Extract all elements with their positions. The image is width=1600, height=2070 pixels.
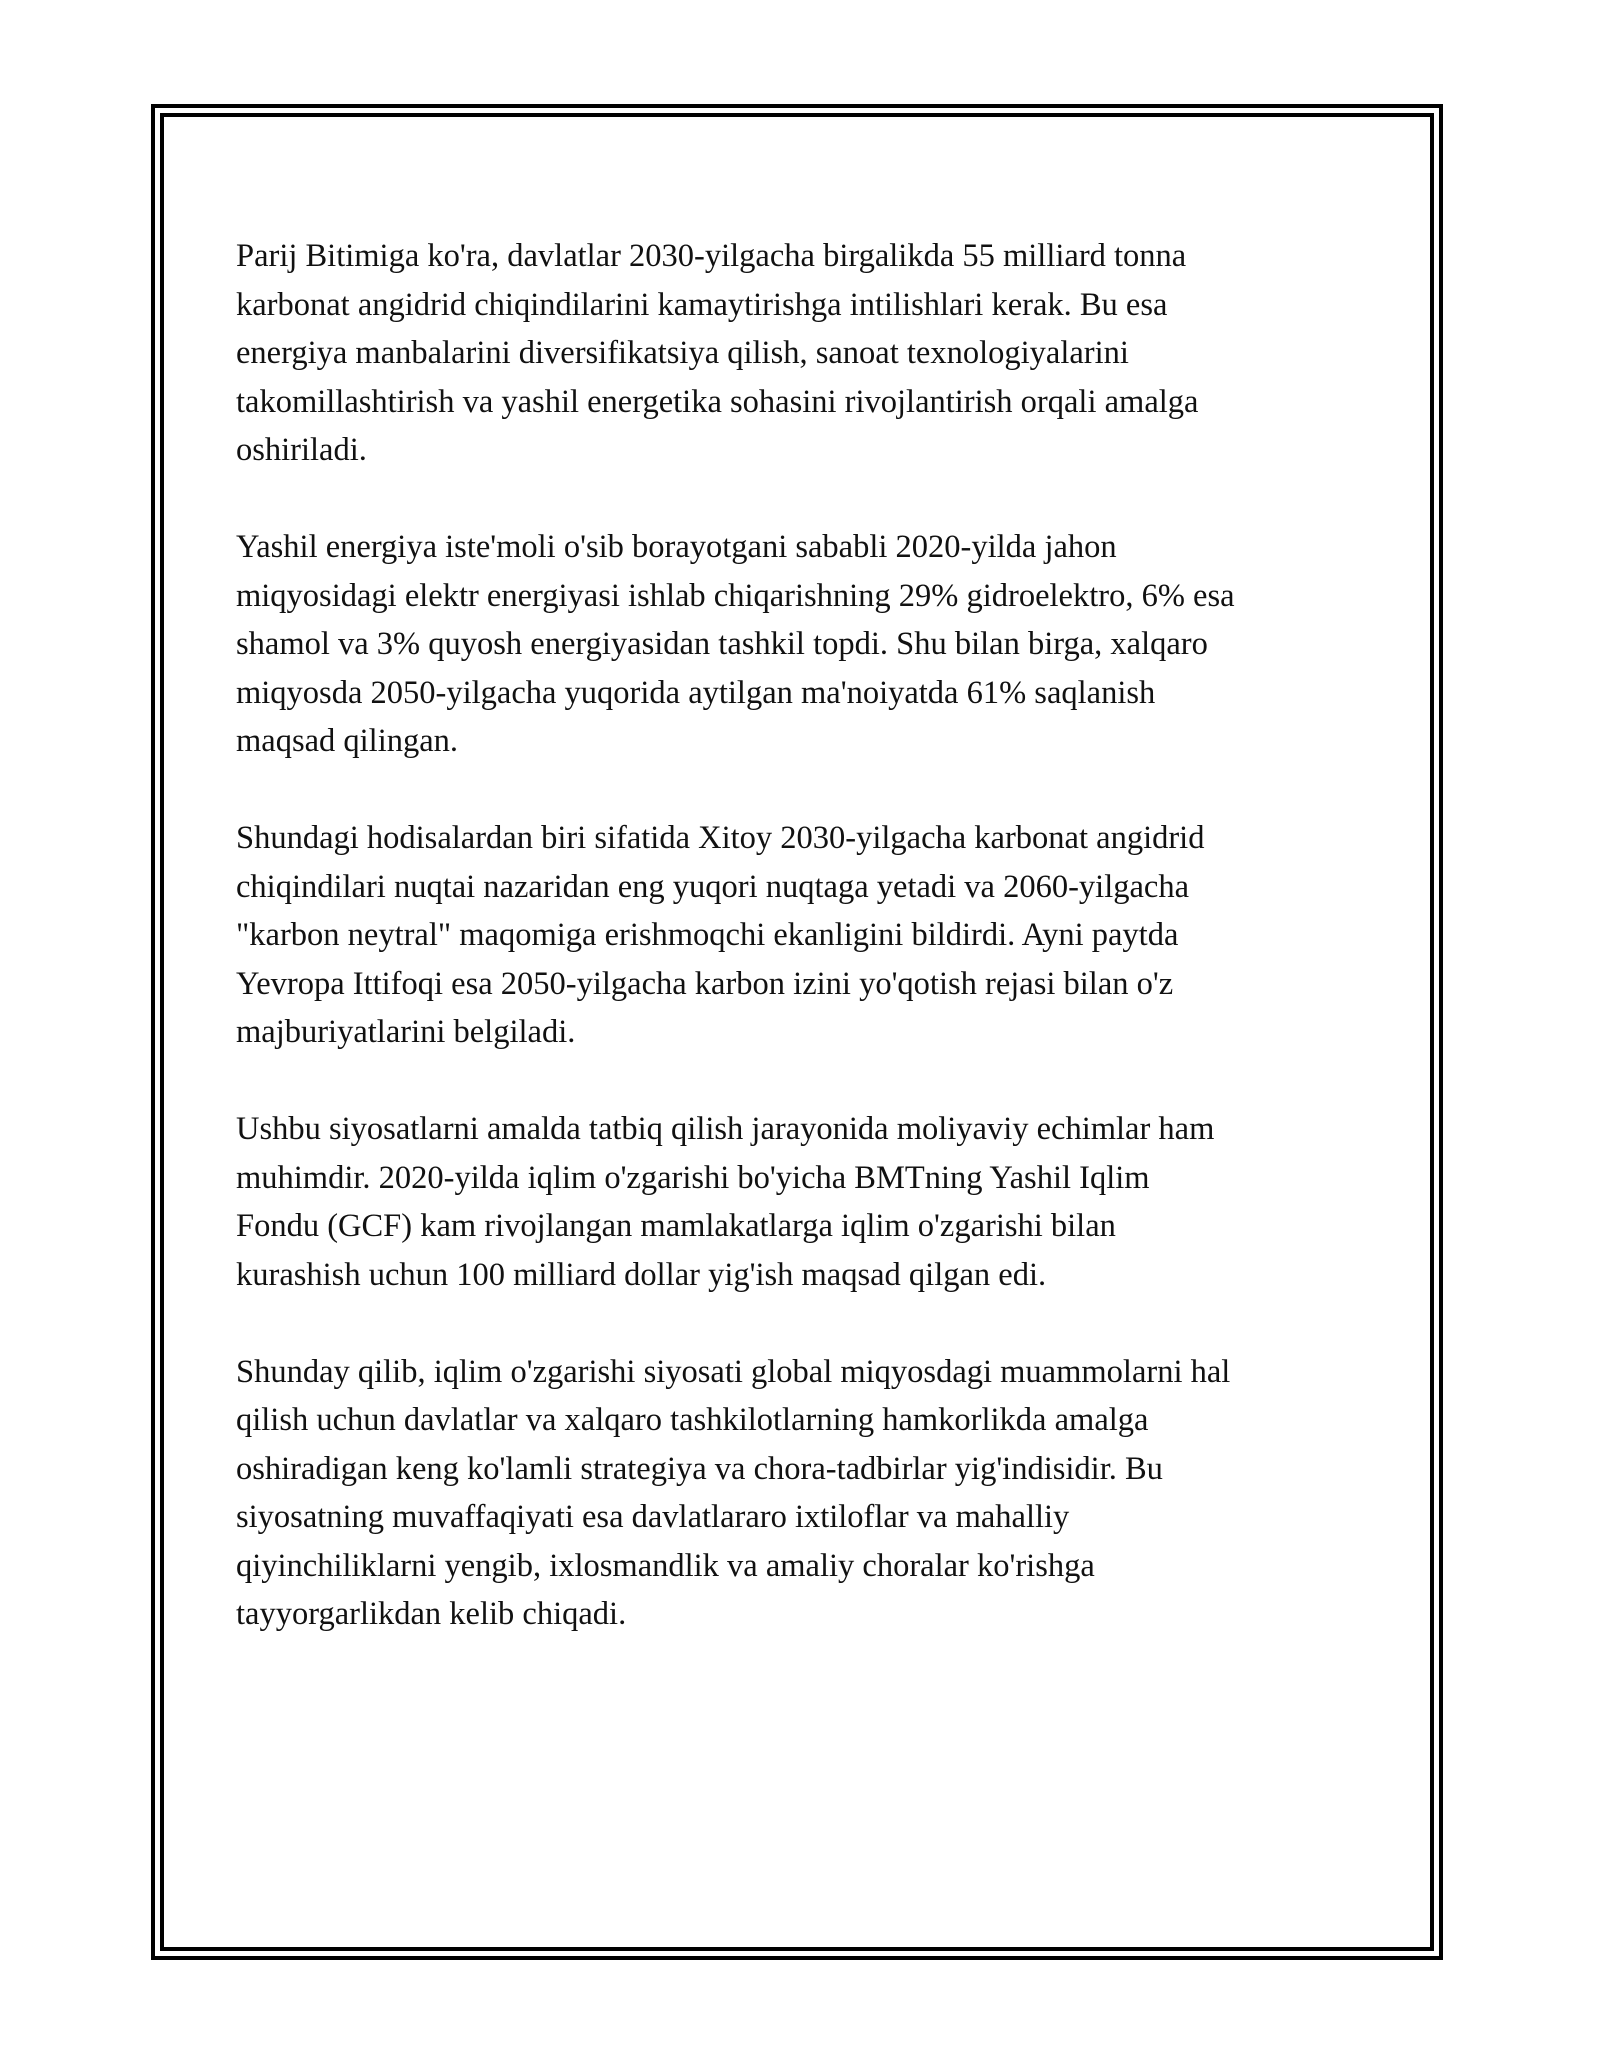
text-line: shamol va 3% quyosh energiyasidan tashkil topdi. Shu bilan birga, xalqaro [236,626,1208,662]
text-line: majburiyatlarini belgiladi. [236,1014,576,1050]
text-line: oshiriladi. [236,432,367,468]
paragraph-4 [236,1105,1376,1299]
text-line: siyosatning muvaffaqiyati esa davlatlararo ixtiloflar va mahalliy [236,1499,1070,1535]
paragraph-3 [236,814,1376,1057]
text-line: Shunday qilib, iqlim o'zgarishi siyosati global miqyosdagi muammolarni hal [236,1353,1231,1390]
text-line: "karbon neytral" maqomiga erishmoqchi ekanligini bildirdi. Ayni paytda [236,917,1179,953]
text-line: qiyinchiliklarni yengib, ixlosmandlik va amaliy choralar ko'rishga [236,1547,1095,1584]
text-line: energiya manbalarini diversifikatsiya qilish, sanoat texnologiyalarini [236,335,1129,371]
paragraph-5 [236,1348,1376,1639]
text-line: Parij Bitimiga ko'ra, davlatlar 2030-yilgacha birgalikda 55 milliard tonna [236,238,1187,274]
text-line: kurashish uchun 100 milliard dollar yig'ish maqsad qilgan edi. [236,1256,1047,1293]
text-line: Yashil energiya iste'moli o'sib borayotgani sababli 2020-yilda jahon [236,529,1117,565]
paragraph-1 [236,232,1376,475]
text-line: qilish uchun davlatlar va xalqaro tashkilotlarning hamkorlikda amalga [236,1402,1149,1438]
text-line: Fondu (GCF) kam rivojlangan mamlakatlarga iqlim o'zgarishi bilan [236,1208,1116,1244]
text-line: maqsad qilingan. [236,723,459,759]
text-line: oshiradigan keng ko'lamli strategiya va chora-tadbirlar yig'indisidir. Bu [236,1450,1163,1487]
text-line: muhimdir. 2020-yilda iqlim o'zgarishi bo'yicha BMTning Yashil Iqlim [236,1159,1150,1196]
paragraph-2 [236,523,1376,766]
text-line: miqyosda 2050-yilgacha yuqorida aytilgan ma'noiyatda 61% saqlanish [236,674,1156,711]
document-body [236,232,1376,1687]
text-line: miqyosidagi elektr energiyasi ishlab chiqarishning 29% gidroelektro, 6% esa [236,577,1235,614]
text-line: karbonat angidrid chiqindilarini kamaytirishga intilishlari kerak. Bu esa [236,286,1168,323]
text-line: Ushbu siyosatlarni amalda tatbiq qilish jarayonida moliyaviy echimlar ham [236,1111,1215,1147]
text-line: Yevropa Ittifoqi esa 2050-yilgacha karbon izini yo'qotish rejasi bilan o'z [236,965,1174,1002]
text-line: takomillashtirish va yashil energetika sohasini rivojlantirish orqali amalga [236,383,1199,420]
text-line: tayyorgarlikdan kelib chiqadi. [236,1596,627,1632]
text-line: Shundagi hodisalardan biri sifatida Xitoy 2030-yilgacha karbonat angidrid [236,820,1205,856]
text-line: chiqindilari nuqtai nazaridan eng yuqori nuqtaga yetadi va 2060-yilgacha [236,868,1190,905]
